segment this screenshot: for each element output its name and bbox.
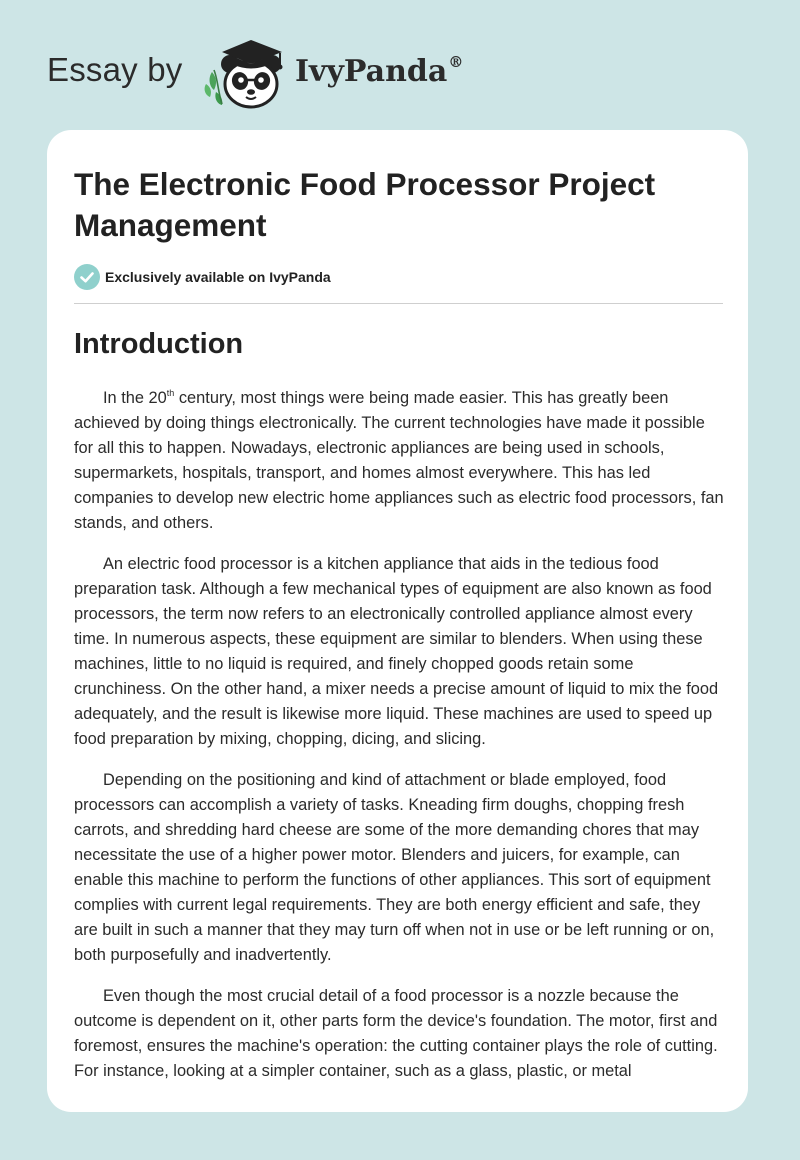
title-divider bbox=[74, 303, 723, 304]
section-heading-introduction: Introduction bbox=[74, 328, 244, 360]
brand-header bbox=[47, 34, 487, 114]
paragraph-1-lead: In the 20 bbox=[103, 389, 167, 407]
paragraph-4: Even though the most crucial detail of a food processor is a nozzle because the outcome is dependent on it, other parts form the device's foundation. The motor, first and foremost, ensures the machine's operation: the cutting container plays the role of cutting. For instance, looking at a simpler container, such as a glass, plastic, or metal bbox=[74, 987, 718, 1080]
paragraph-1 bbox=[74, 386, 724, 536]
paragraph-2: An electric food processor is a kitchen appliance that aids in the tedious food preparation task. Although a few mechanical types of equipment are also known as food processors, the term now refers to an electronically controlled appliance almost every time. In numerous aspects, these equipment are similar to blenders. When using these machines, little to no liquid is required, and finely chopped goods retain some crunchiness. On the other hand, a mixer needs a precise amount of liquid to mix the food adequately, and the result is likewise more liquid. These machines are used to speed up food preparation by mixing, chopping, dicing, and slicing. bbox=[74, 555, 719, 748]
paragraph-1-rest: century, most things were being made easier. This has greatly been achieved by doing things electronically. The current technologies have made it possible for all this to happen. Nowadays, electronic appliances are being used in schools, supermarkets, hospitals, transport, and homes almost everywhere. This has led companies to develop new electric home appliances such as electric food processors, fan stands, and others. bbox=[74, 389, 724, 532]
exclusive-badge-label: Exclusively available on IvyPanda bbox=[105, 269, 331, 285]
paragraph-3: Depending on the positioning and kind of attachment or blade employed, food processors can accomplish a variety of tasks. Kneading firm doughs, chopping fresh carrots, and shredding hard cheese are some of the more demanding chores that may necessitate the use of a higher power motor. Blenders and juicers, for example, can enable this machine to perform the functions of other appliances. This sort of equipment complies with current legal requirements. They are both energy efficient and safe, they are built in such a manner that they may turn off when not in use or be left running or on, both purposefully and inadvertently. bbox=[74, 771, 715, 964]
exclusive-badge bbox=[74, 264, 331, 290]
essay-card bbox=[47, 130, 748, 1112]
graduation-panda-logo-icon bbox=[200, 34, 294, 110]
paragraph-1-superscript: th bbox=[166, 388, 175, 398]
essay-body bbox=[74, 386, 724, 1100]
essay-title: The Electronic Food Processor Project Management bbox=[74, 166, 656, 243]
brand-name bbox=[295, 53, 463, 89]
brand-registered-mark: ® bbox=[448, 53, 464, 71]
brand-name-text: IvyPanda bbox=[295, 54, 448, 89]
check-circle-icon bbox=[74, 264, 100, 290]
brand-prefix: Essay by bbox=[47, 51, 183, 88]
